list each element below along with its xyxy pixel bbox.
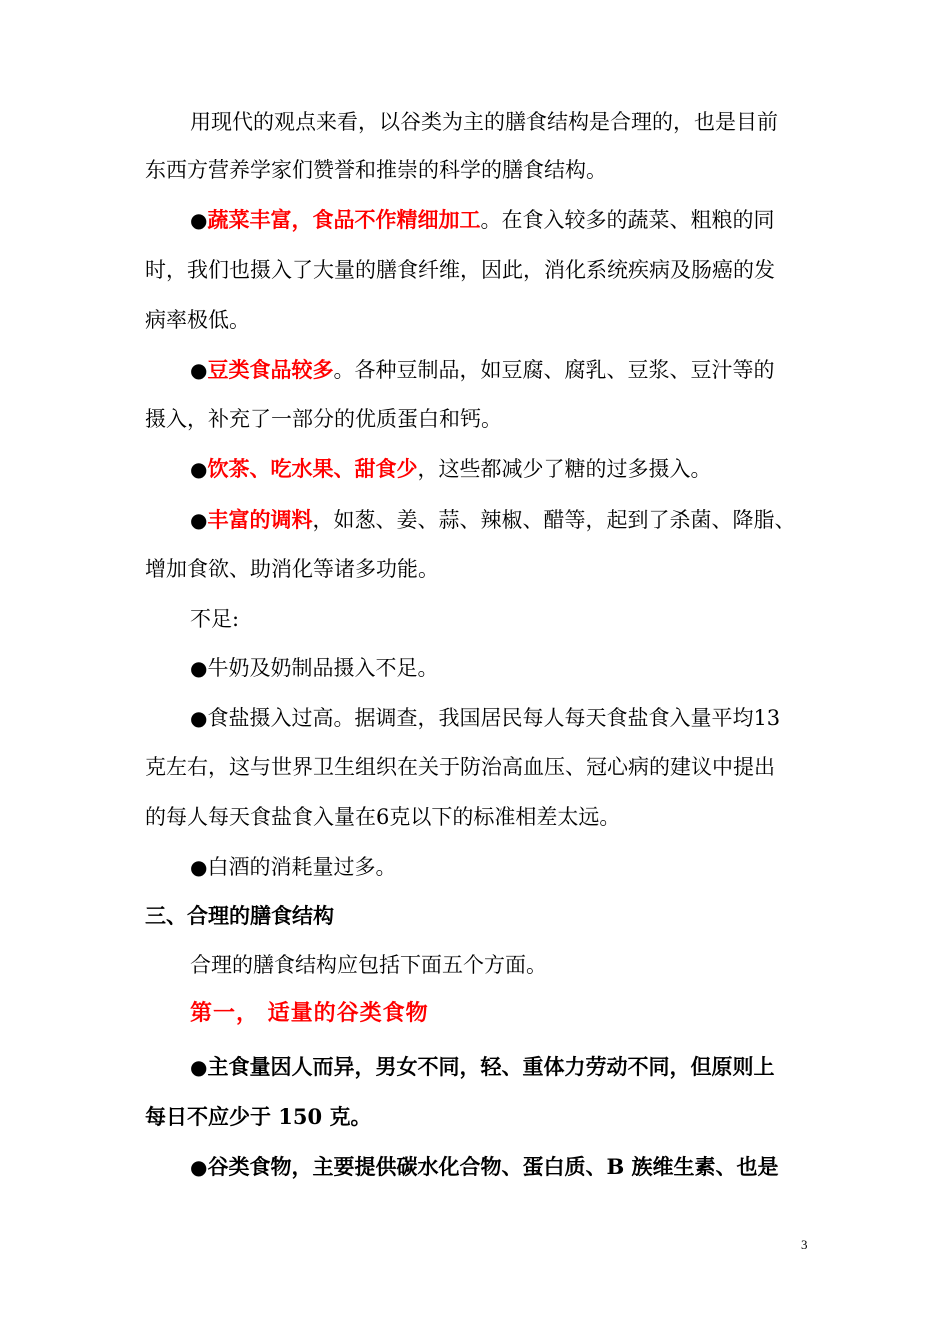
bullet-text: 牛奶及奶制品摄入不足。 — [207, 656, 439, 680]
bullet-icon: ● — [190, 208, 208, 232]
paragraph-line: 的每人每天食盐食入量在6克以下的标准相差太远。 — [145, 805, 621, 829]
paragraph-line: 用现代的观点来看，以谷类为主的膳食结构是合理的，也是目前 — [190, 110, 778, 134]
bullet-text: 谷类食物，主要提供碳水化合物、蛋白质、B 族维生素、也是 — [207, 1154, 779, 1179]
bullet-icon: ● — [190, 508, 208, 532]
bullet-item — [190, 505, 870, 535]
bullet-icon: ● — [190, 358, 208, 382]
bullet-icon: ● — [190, 1155, 208, 1179]
paragraph-line: 摄入，补充了一部分的优质蛋白和钙。 — [145, 407, 502, 431]
page-number: 3 — [801, 1237, 808, 1252]
bullet-text: ，如葱、姜、蒜、辣椒、醋等，起到了杀菌、降脂、 — [312, 508, 796, 532]
bullet-text: 主食量因人而异，男女不同，轻、重体力劳动不同，但原则上 — [207, 1054, 775, 1079]
highlight-text: 饮茶、吃水果、甜食少 — [207, 456, 418, 481]
bullet-item — [190, 653, 870, 683]
paragraph-line: 克左右，这与世界卫生组织在关于防治高血压、冠心病的建议中提出 — [145, 755, 775, 779]
bullet-icon: ● — [190, 457, 208, 481]
bullet-text: ，这些都减少了糖的过多摄入。 — [417, 457, 712, 481]
shortage-label: 不足: — [190, 607, 240, 631]
bullet-text: 。在食入较多的蔬菜、粗粮的同 — [480, 208, 775, 232]
bullet-item — [190, 205, 870, 235]
bullet-item — [190, 852, 870, 882]
subsection-heading: 第一， 适量的谷类食物 — [190, 1000, 429, 1026]
paragraph-line: 东西方营养学家们赞誉和推崇的科学的膳食结构。 — [145, 158, 607, 182]
section-intro: 合理的膳食结构应包括下面五个方面。 — [190, 953, 547, 977]
paragraph-line: 增加食欲、助消化等诸多功能。 — [145, 557, 439, 581]
bullet-icon: ● — [190, 656, 208, 680]
bullet-item — [190, 355, 870, 385]
bullet-item — [190, 454, 870, 484]
bullet-icon: ● — [190, 855, 208, 879]
section-title: 三、合理的膳食结构 — [145, 903, 334, 928]
bullet-text: 。各种豆制品，如豆腐、腐乳、豆浆、豆汁等的 — [333, 358, 775, 382]
paragraph-line: 时，我们也摄入了大量的膳食纤维，因此，消化系统疾病及肠癌的发 — [145, 258, 775, 282]
highlight-text: 丰富的调料 — [207, 507, 313, 532]
bullet-item — [190, 1052, 870, 1082]
bullet-item — [190, 703, 870, 733]
highlight-text: 蔬菜丰富，食品不作精细加工 — [207, 207, 481, 232]
bullet-item — [190, 1152, 870, 1182]
bullet-icon: ● — [190, 1055, 208, 1079]
paragraph-line: 每日不应少于 150 克。 — [145, 1104, 372, 1129]
bullet-text: 白酒的消耗量过多。 — [207, 855, 397, 879]
bullet-icon: ● — [190, 706, 208, 730]
highlight-text: 豆类食品较多 — [207, 357, 334, 382]
bullet-text: 食盐摄入过高。据调查，我国居民每人每天食盐食入量平均13 — [207, 706, 781, 730]
paragraph-line: 病率极低。 — [145, 308, 250, 332]
